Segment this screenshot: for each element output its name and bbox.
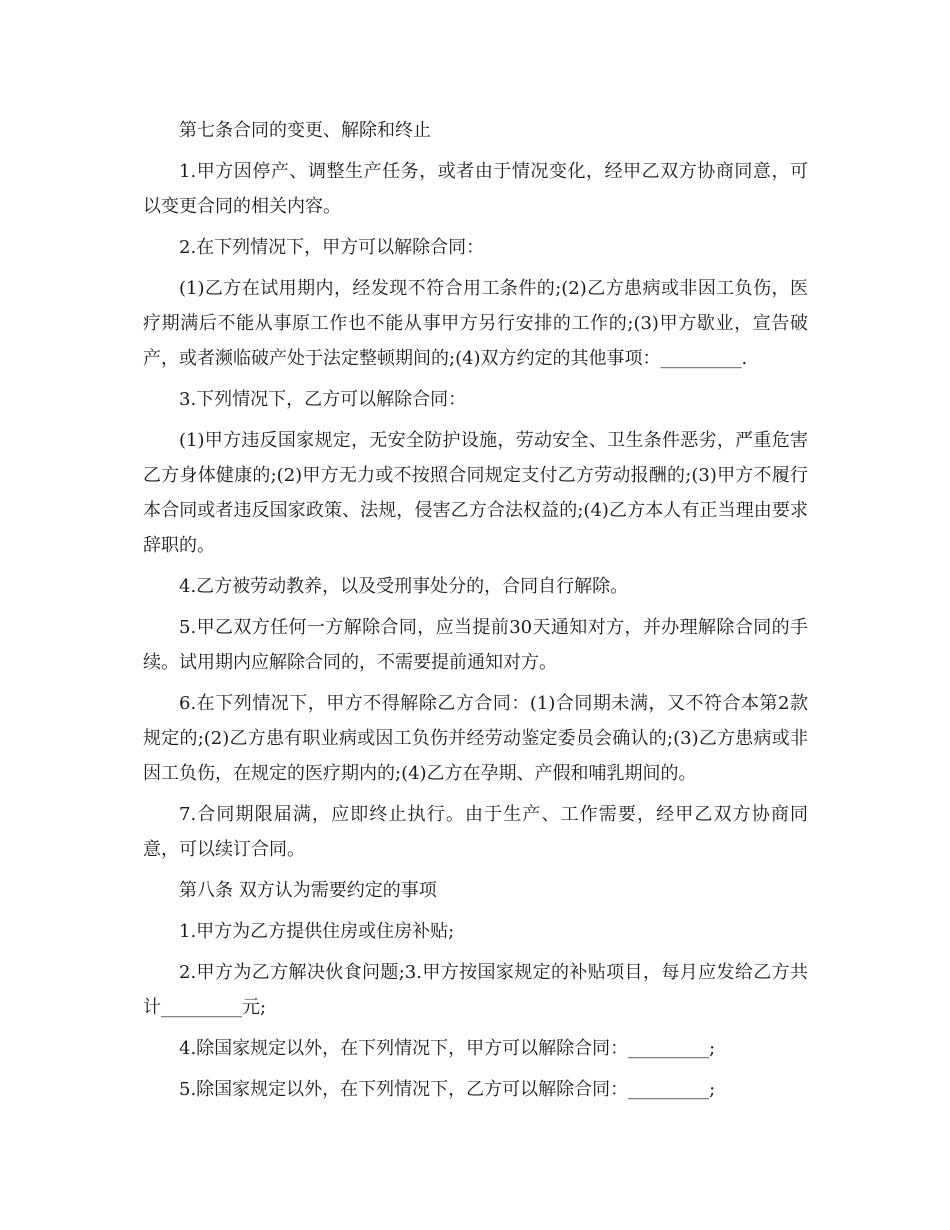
article-7-clause-4: 4.乙方被劳动教养，以及受刑事处分的，合同自行解除。: [179, 576, 629, 597]
article-7-clause-5: 5.甲乙双方任何一方解除合同，应当提前30天通知对方，并办理解除合同的手续。试用期内应解除合同的，不需要提前通知对方。: [143, 617, 808, 673]
article-8-heading: 第八条 双方认为需要约定的事项: [179, 880, 437, 901]
article-8-clause-5: 5.除国家规定以外，在下列情况下，乙方可以解除合同：_________;: [179, 1079, 716, 1100]
article-7-clause-7: 7.合同期限届满，应即终止执行。由于生产、工作需要，经甲乙双方协商同意，可以续订合同。: [143, 804, 808, 860]
article-8-clause-2-3: 2.甲方为乙方解决伙食问题;3.甲方按国家规定的补贴项目，每月应发给乙方共计_________元;: [143, 962, 808, 1018]
article-7-clause-1: 1.甲方因停产、调整生产任务，或者由于情况变化，经甲乙双方协商同意，可以变更合同的相关内容。: [143, 161, 808, 217]
article-7-heading: 第七条合同的变更、解除和终止: [179, 120, 431, 141]
article-8-clause-4: 4.除国家规定以外，在下列情况下，甲方可以解除合同：_________;: [179, 1038, 716, 1059]
document-body: [143, 113, 808, 1113]
article-8-clause-1: 1.甲方为乙方提供住房或住房补贴;: [179, 921, 455, 942]
article-7-clause-6: 6.在下列情况下，甲方不得解除乙方合同：(1)合同期未满，又不符合本第2款规定的;(2)乙方患有职业病或因工负伤并经劳动鉴定委员会确认的;(3)乙方患病或非因工负伤，在规定的医疗期内的;(4)乙方在孕期、产假和哺乳期间的。: [143, 693, 808, 784]
article-7-clause-3: 3.下列情况下，乙方可以解除合同：: [179, 389, 467, 410]
article-7-clause-2-items: (1)乙方在试用期内，经发现不符合用工条件的;(2)乙方患病或非因工负伤，医疗期满后不能从事原工作也不能从事甲方另行安排的工作的;(3)甲方歇业，宣告破产，或者濒临破产处于法定整顿期间的;(4)双方约定的其他事项：_________.: [143, 278, 808, 369]
article-7-clause-2: 2.在下列情况下，甲方可以解除合同：: [179, 237, 485, 258]
article-7-clause-3-items: (1)甲方违反国家规定，无安全防护设施，劳动安全、卫生条件恶劣，严重危害乙方身体健康的;(2)甲方无力或不按照合同规定支付乙方劳动报酬的;(3)甲方不履行本合同或者违反国家政策、法规，侵害乙方合法权益的;(4)乙方本人有正当理由要求辞职的。: [143, 430, 808, 556]
